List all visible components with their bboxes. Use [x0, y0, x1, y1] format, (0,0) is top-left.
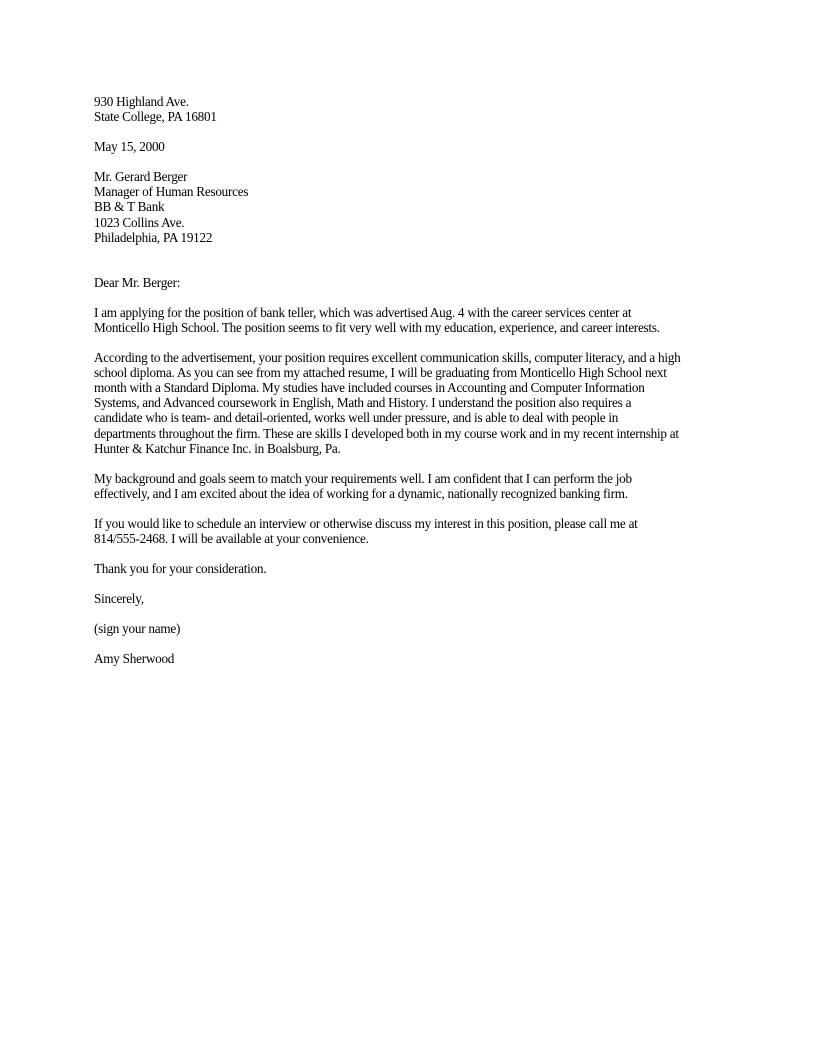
recipient-title: Manager of Human Resources — [94, 184, 249, 200]
paragraph-line: According to the advertisement, your position requires excellent communication skills, computer literacy, and a high — [94, 350, 681, 366]
spacer — [94, 636, 714, 651]
paragraph-line: Monticello High School. The position seems to fit very well with my education, experience, and career interests. — [94, 319, 660, 335]
paragraph-line: candidate who is team- and detail-oriented, works well under pressure, and is able to deal with people in — [94, 410, 619, 426]
spacer — [94, 335, 714, 350]
sender-name — [94, 651, 714, 666]
paragraph-line: school diploma. As you can see from my attached resume, I will be graduating from Monticello High School next — [94, 365, 667, 381]
body-paragraph-1 — [94, 305, 714, 335]
sender-address-line: 930 Highland Ave. — [94, 94, 189, 109]
spacer — [94, 501, 714, 516]
paragraph-line: effectively, and I am excited about the idea of working for a dynamic, nationally recognized banking firm. — [94, 485, 628, 501]
salutation — [94, 275, 714, 290]
letter-date — [94, 139, 714, 154]
letter-body — [94, 94, 714, 666]
spacer — [94, 576, 714, 591]
spacer — [94, 154, 714, 169]
spacer — [94, 124, 714, 139]
spacer — [94, 546, 714, 561]
spacer — [94, 245, 714, 275]
paragraph-line: departments throughout the firm. These are skills I developed both in my course work and in my recent internship at — [94, 425, 679, 441]
spacer — [94, 290, 714, 305]
valediction-line: Sincerely, — [94, 591, 144, 607]
body-paragraph-3 — [94, 471, 714, 501]
paragraph-line: Thank you for your consideration. — [94, 561, 267, 577]
signature-placeholder — [94, 621, 714, 636]
recipient-name: Mr. Gerard Berger — [94, 169, 188, 185]
paragraph-line: Systems, and Advanced coursework in English, Math and History. I understand the position also requires a — [94, 395, 632, 411]
recipient-street: 1023 Collins Ave. — [94, 214, 185, 230]
body-paragraph-5 — [94, 561, 714, 576]
recipient-company: BB & T Bank — [94, 199, 165, 215]
paragraph-line: If you would like to schedule an interview or otherwise discuss my interest in this position, please call me at — [94, 515, 638, 531]
paragraph-line: My background and goals seem to match your requirements well. I am confident that I can perform the job — [94, 470, 632, 486]
sender-address — [94, 94, 714, 124]
paragraph-line: I am applying for the position of bank teller, which was advertised Aug. 4 with the career services center at — [94, 304, 632, 320]
paragraph-line: 814/555-2468. I will be available at your convenience. — [94, 530, 369, 546]
body-paragraph-2 — [94, 350, 714, 456]
recipient-city-state-zip: Philadelphia, PA 19122 — [94, 229, 213, 245]
paragraph-line: month with a Standard Diploma. My studies have included courses in Accounting and Computer Information — [94, 380, 645, 396]
closing-valediction — [94, 591, 714, 606]
date-line: May 15, 2000 — [94, 139, 165, 155]
salutation-line: Dear Mr. Berger: — [94, 274, 181, 290]
spacer — [94, 456, 714, 471]
signature-placeholder-line: (sign your name) — [94, 621, 181, 637]
paragraph-line: Hunter & Katchur Finance Inc. in Boalsburg, Pa. — [94, 440, 341, 456]
body-paragraph-4 — [94, 516, 714, 546]
recipient-address — [94, 169, 714, 244]
sender-name-line: Amy Sherwood — [94, 651, 175, 667]
sender-address-line: State College, PA 16801 — [94, 109, 217, 125]
spacer — [94, 606, 714, 621]
